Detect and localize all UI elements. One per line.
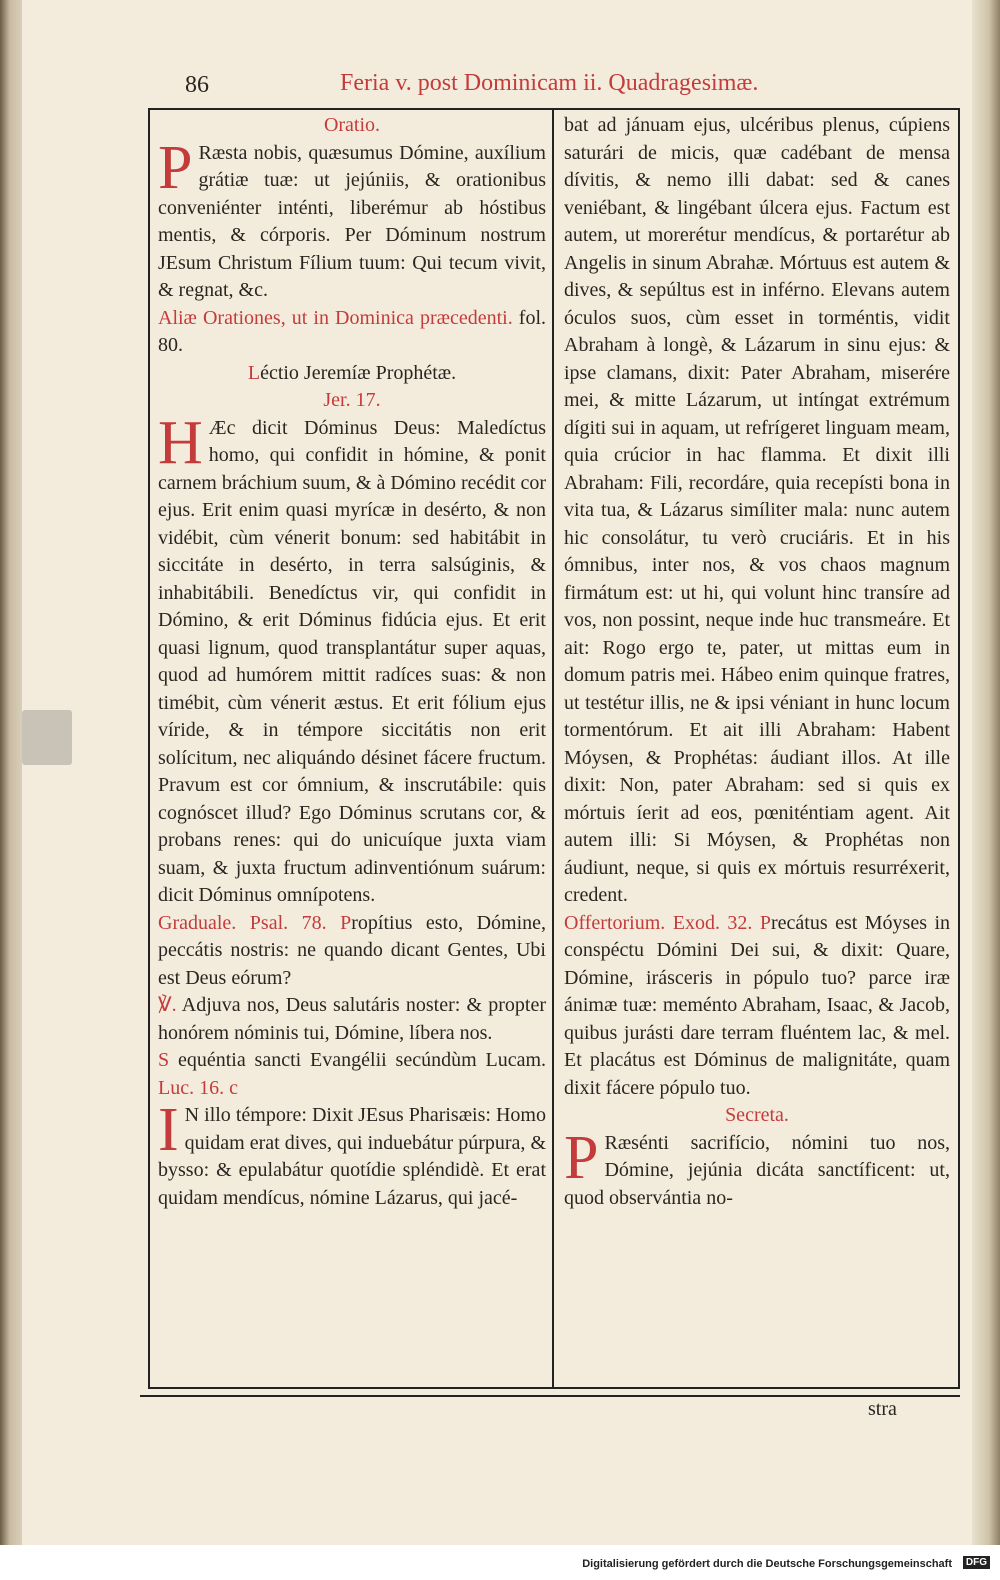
graduale-initial: P (340, 911, 352, 934)
aliae-orationes: Aliæ Orationes, ut in Dominica præcedenti. (158, 306, 513, 329)
page-number: 86 (185, 72, 209, 98)
secreta-text: Ræsénti sacrifício, nómini tuo nos, Dómine, jejúnia dicáta sanctíficent: ut, quod observántia no- (564, 1131, 950, 1209)
bottom-rule (140, 1395, 960, 1397)
funding-notice: Digitalisierung gefördert durch die Deutsche Forschungsgemeinschaft (582, 1558, 952, 1570)
oratio-text: Ræsta nobis, quæsumus Dómine, auxílium grátiæ tuæ: ut jejúniis, & orationibus conveniénter inténti, liberémur ab hóstibus mentis, & córporis. Per Dóminum nostrum JEsum Christum Fílium tuum: Qui tecum vivit, & regnat, &c. (158, 141, 546, 301)
aliae-fol: fol. 80. (158, 306, 546, 356)
digitization-footer (0, 1545, 1000, 1580)
offertorium-initial: P (759, 911, 771, 934)
lectio-initial: L (247, 361, 261, 384)
secreta-paragraph (564, 1123, 950, 1213)
offertorium-paragraph (564, 910, 950, 1103)
page-tab (22, 710, 72, 765)
graduale-text: ropítius esto, Dómine, peccátis nostris: ne quando dicant Gentes, Ubi est Deus eórum? (158, 911, 546, 989)
secreta-dropcap: P (564, 1123, 599, 1192)
versicle-text: Adjuva nos, Deus salutáris noster: & propter honórem nóminis tui, Dómine, líbera nos. (158, 994, 546, 1044)
page-edge (972, 0, 1000, 1545)
running-title: Feria v. post Dominicam ii. Quadragesimæ. (340, 70, 759, 96)
offertorium-text: recátus est Móyses in conspéctu Dómini Dei sui, & dixit: Quare, Dómine, irásceris in pópulo tuo? parce iræ ánimæ tuæ: meménto Abraham, Isaac, & Jacob, quibus jurásti dare terram fluéntem lac, & mel. Et placátus est Dóminus de malignitáte, quam dixit fácere pópulo tuo. (564, 911, 950, 1099)
sequentia-title: equéntia sancti Evangélii secúndùm Lucam. (177, 1049, 546, 1071)
graduale-label: Graduale. Psal. 78. (158, 911, 327, 934)
oratio-paragraph (158, 133, 546, 305)
column-divider (552, 110, 554, 1387)
versicle-paragraph (158, 992, 546, 1047)
book-binding (0, 0, 22, 1545)
dfg-logo: DFG (963, 1556, 990, 1569)
oratio-dropcap: P (158, 133, 193, 202)
page-header (155, 60, 955, 108)
aliae-orationes-line (158, 305, 546, 360)
lectio-ref: Jer. 17. (323, 389, 381, 411)
lectio-dropcap: H (158, 408, 203, 477)
gospel-paragraph (158, 1096, 546, 1212)
sequentia-initial: S (158, 1049, 170, 1071)
lectio-text: Æc dicit Dóminus Deus: Maledíctus homo, qui confidit in hómine, & ponit carnem bráchium suum, & à Dómino recédit cor ejus. Erit enim quasi myrícæ in desérto, & non vidébit, cùm vénerit bonum: sed habitábit in siccitáte in desérto, in terra salsúginis, & inhabitábili. Benedíctus vir, qui confidit in Dómino, & erit Dóminus fidúcia ejus. Et erit quasi lignum, quod transplantátur super aquas, quod ad humórem mittit radíces suas: & non timébit, cùm vénerit æstus. Et erit fólium ejus víride, & in témpore siccitátis non erit solícitum, nec aliquándo désinet fácere fructum. Pravum est cor ómnium, & inscrutábile: quis cognóscet illud? Ego Dóminus scrutans cor, & probans renes: qui do unicuíque juxta viam suam, & juxta fructum adinventiónum suárum: dicit Dóminus omnípotens. (158, 416, 546, 906)
oratio-heading: Oratio. (323, 114, 381, 136)
offertorium-label: Offertorium. Exod. 32. (564, 911, 753, 934)
lectio-title: éctio Jeremíæ Prophétæ. (260, 361, 457, 384)
versicle-mark: ℣. (158, 994, 177, 1016)
gospel-continuation: bat ad jánuam ejus, ulcéribus plenus, cúpiens saturári de micis, quæ cadébant de mensa dívitis, & nemo illi dabat: sed & canes veniébant, & lingébant úlcera ejus. Factum est autem, ut morerétur mendícus, & portarétur ab Angelis in sinum Abrahæ. Mórtuus est autem & dives, & sepúltus est in inférno. Elevans autem óculos suos, cùm esset in torméntis, vidit Abraham à longè, & Lázarum in sinu ejus: & ipse clamans, dixit: Pater Abraham, miserére mei, & mitte Lázarum, ut intíngat extrémum dígiti sui in aquam, ut refrígeret linguam meam, quia crúcior in hac flamma. Et dixit illi Abraham: Fili, recordáre, quia recepísti bona in vita tua, & Lázarus simíliter mala: nunc autem hic consolátur, tu verò cruciáris. Et in his ómnibus, inter nos, & vos chaos magnum firmátum est: ut hi, qui volunt hinc transíre ad vos, non possint, neque inde huc transmeáre. Et ait: Rogo ergo te, pater, ut mittas eum in domum patris mei. Hábeo enim quinque fratres, ut testétur illis, ne & ipsi véniant in hunc locum tormentórum. Et ait illi Abraham: Habent Móysen, & Prophétas: áudiant illos. At ille dixit: Non, pater Abraham: sed si quis ex mórtuis íerit ad eos, pœniténtiam agent. Ait autem illi: Si Móysen, & Prophétas non áudiunt, neque, si quis ex mórtuis resurréxerit, credent. (564, 114, 950, 906)
secreta-heading: Secreta. (725, 1104, 789, 1126)
catchword: stra (868, 1398, 897, 1420)
sequentia-title-line (158, 1047, 546, 1102)
graduale-paragraph (158, 910, 546, 993)
lectio-title-line (158, 360, 546, 388)
gospel-dropcap: I (158, 1096, 179, 1164)
gospel-text: N illo témpore: Dixit JEsus Pharisæis: Homo quidam erat dives, qui induebátur púrpura, & bysso: & epulabátur quotídie spléndidè. Et erat quidam mendícus, nómine Lázarus, qui jacé- (158, 1104, 546, 1209)
text-frame (148, 108, 960, 1389)
sequentia-ref: Luc. 16. c (158, 1076, 238, 1099)
left-column (158, 112, 546, 1377)
right-column (564, 112, 950, 1377)
lectio-paragraph (158, 408, 546, 910)
